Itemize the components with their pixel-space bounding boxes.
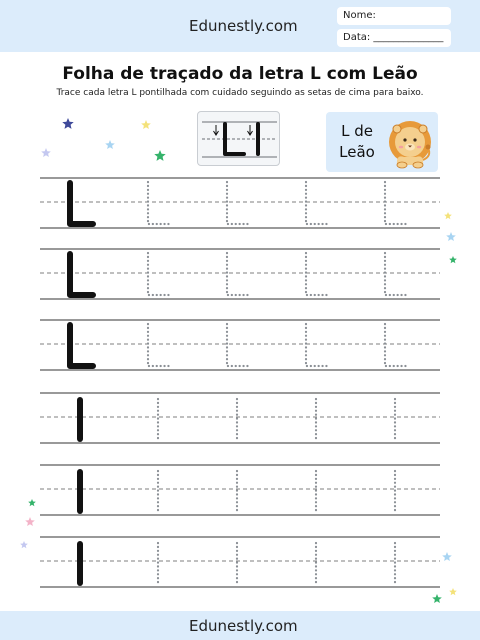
card-line-1: L de [341,122,373,140]
site-brand: Edunestly.com [189,17,298,35]
practice-row [40,393,440,443]
star-icon [25,517,35,526]
practice-row [40,537,440,587]
model-letter [70,183,93,224]
star-icon [154,150,165,161]
lion-icon [389,121,431,168]
star-icon [444,212,452,219]
model-letter [70,254,93,295]
footer-brand: Edunestly.com [189,617,298,635]
trace-letter[interactable] [148,253,170,295]
decorative-stars [20,118,457,603]
star-icon [28,499,36,506]
date-field[interactable]: Data: ______________ [337,29,451,47]
trace-letter[interactable] [227,324,249,366]
trace-letter[interactable] [306,182,328,224]
star-icon [432,594,442,603]
practice-row [40,320,440,370]
trace-letter[interactable] [385,182,407,224]
name-field[interactable]: Nome: [337,7,451,25]
star-icon [62,118,73,129]
star-icon [446,232,456,241]
star-icon [449,256,457,263]
star-icon [20,541,28,548]
instruction-text: Trace cada letra L pontilhada com cuidado seguindo as setas de cima para baixo. [56,88,424,98]
practice-rows [40,178,440,587]
trace-letter[interactable] [385,324,407,366]
trace-letter[interactable] [148,182,170,224]
trace-letter[interactable] [227,182,249,224]
star-icon [41,148,51,157]
model-letter [70,325,93,366]
card-line-2: Leão [339,143,375,161]
page-title: Folha de traçado da letra L com Leão [62,64,418,84]
footer-banner [0,611,480,640]
trace-letter[interactable] [306,253,328,295]
star-icon [105,140,115,149]
trace-letter[interactable] [306,324,328,366]
star-icon [449,588,457,595]
trace-letter[interactable] [148,324,170,366]
trace-letter[interactable] [227,253,249,295]
star-icon [442,552,452,561]
trace-letter[interactable] [385,253,407,295]
practice-row [40,178,440,228]
star-icon [141,120,151,129]
practice-row [40,249,440,299]
practice-row [40,465,440,515]
